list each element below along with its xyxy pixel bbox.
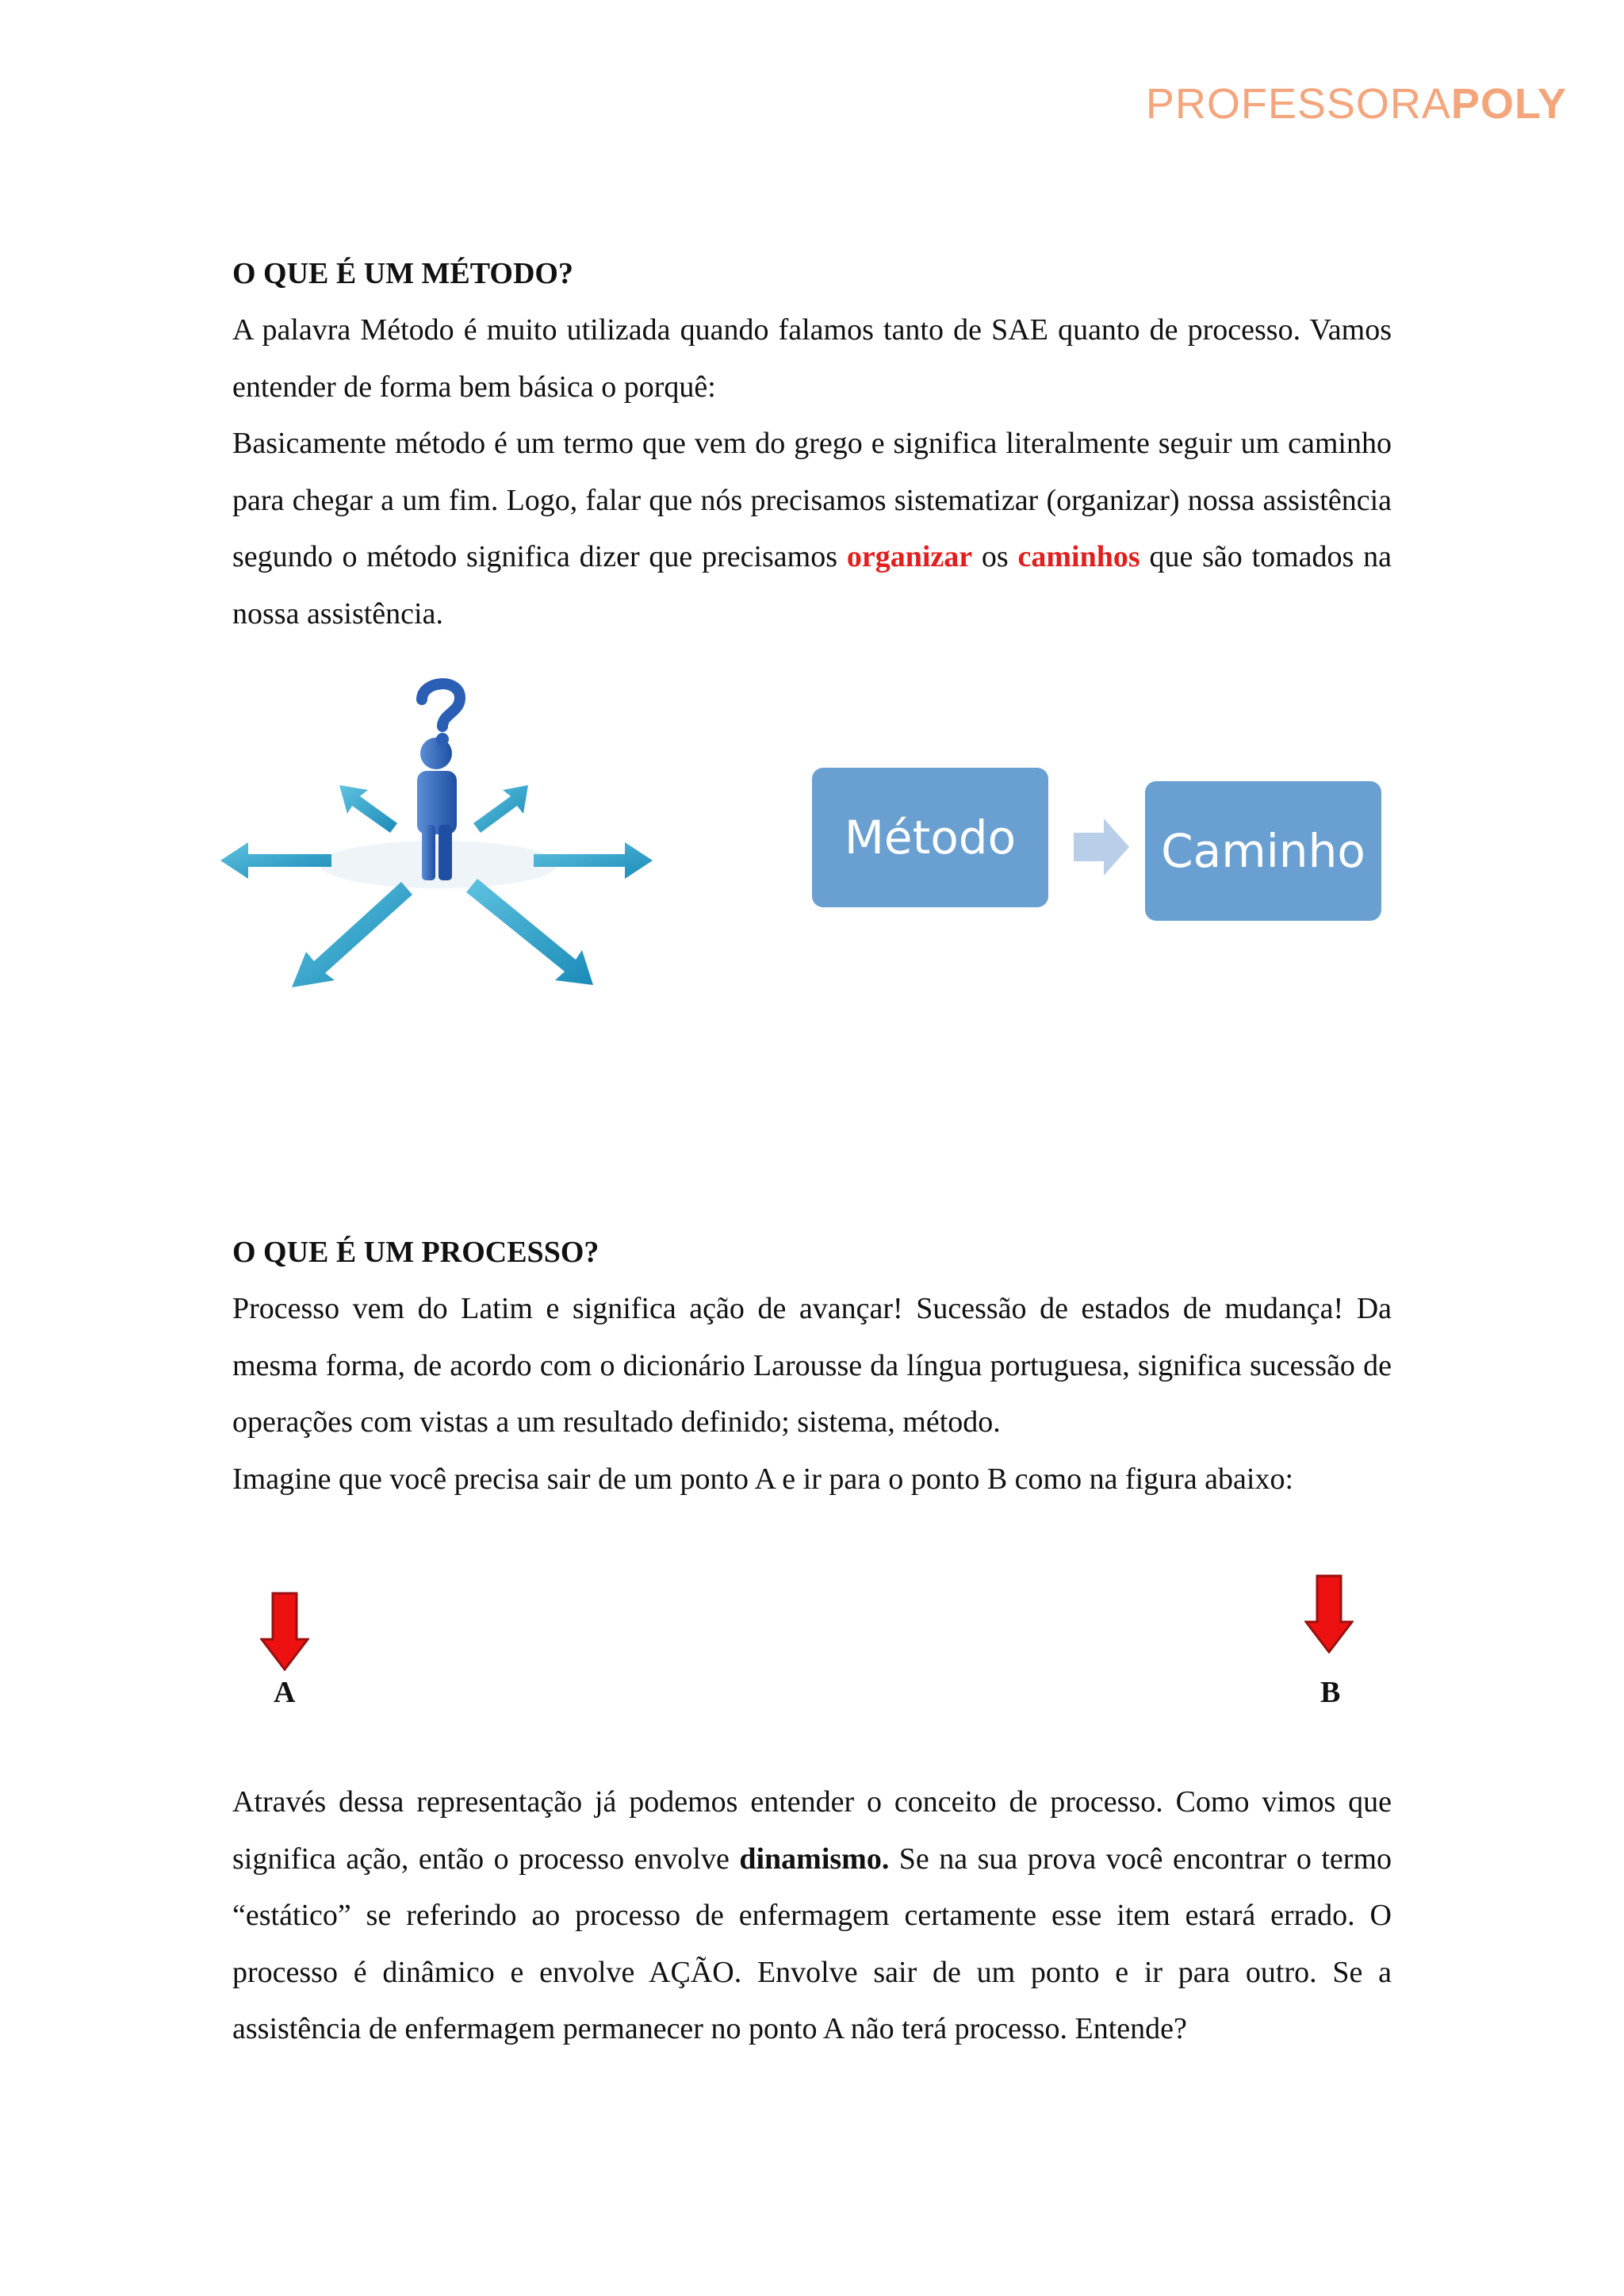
person-directions-illustration bbox=[213, 666, 665, 1015]
arrow-downleft-icon bbox=[292, 882, 412, 987]
brand-light: PROFESSORA bbox=[1145, 80, 1451, 128]
question-mark-icon bbox=[422, 684, 460, 746]
text-run: Basicamente método é um termo que vem do grego e significa literalmente seguir um caminho para chegar a um fim. Logo, falar que nós precisamos sistematizar (organizar) nossa assistência segundo o método significa dizer que precisamos bbox=[232, 427, 1392, 573]
text-run: Através dessa representação já podemos entender o conceito de processo. Como vimos que significa ação, então o processo envolve bbox=[232, 1785, 1392, 1876]
text-run: os bbox=[972, 540, 1018, 573]
flow-box-caminho: Caminho bbox=[1145, 781, 1381, 921]
section-processo bbox=[232, 1224, 1392, 1508]
arrow-upright-icon bbox=[473, 785, 528, 833]
paragraph-metodo-definition bbox=[232, 416, 1392, 642]
point-b-label: B bbox=[1320, 1676, 1341, 1709]
arrow-downright-icon bbox=[466, 879, 593, 985]
brand-logo bbox=[1146, 79, 1567, 128]
arrow-upleft-icon bbox=[339, 785, 397, 833]
highlight-organizar: organizar bbox=[846, 540, 973, 573]
section-dinamismo bbox=[232, 1774, 1392, 2058]
paragraph-dinamismo bbox=[232, 1774, 1392, 2058]
arrow-right-icon bbox=[534, 842, 653, 879]
heading-processo: O QUE É UM PROCESSO? bbox=[232, 1236, 599, 1269]
paragraph-processo-definition: Processo vem do Latim e significa ação de avançar! Sucessão de estados de mudança! Da mesma forma, de acordo com o dicionário Larousse da língua portuguesa, significa sucessão de operações com vistas a um resultado definido; sistema, método. bbox=[232, 1292, 1392, 1439]
metodo-caminho-diagram bbox=[812, 768, 1383, 926]
flow-box-metodo: Método bbox=[812, 768, 1048, 907]
text-run: Se na sua prova você encontrar o termo “estático” se referindo ao processo de enfermagem certamente esse item estará errado. O processo é dinâmico e envolve AÇÃO. Envolve sair de um ponto e ir para outro. Se a assistência de enfermagem permanecer no ponto A não terá processo. Entende? bbox=[232, 1842, 1392, 2045]
point-b-arrow-icon bbox=[1304, 1574, 1354, 1654]
flow-arrow-icon bbox=[1074, 818, 1129, 876]
arrow-left-icon bbox=[220, 842, 331, 879]
section-metodo bbox=[232, 245, 1392, 642]
heading-metodo: O QUE É UM MÉTODO? bbox=[232, 257, 573, 290]
point-a-arrow-icon bbox=[260, 1592, 309, 1671]
highlight-caminhos: caminhos bbox=[1017, 540, 1140, 573]
paragraph-metodo-intro: A palavra Método é muito utilizada quando falamos tanto de SAE quanto de processo. Vamos entender de forma bem básica o porquê: bbox=[232, 313, 1392, 404]
point-a-label: A bbox=[274, 1676, 296, 1709]
text-run: que são tomados na nossa assistência. bbox=[232, 540, 1392, 631]
brand-bold: POLY bbox=[1450, 80, 1567, 128]
paragraph-processo-imagine: Imagine que você precisa sair de um ponto A e ir para o ponto B como na figura abaixo: bbox=[232, 1462, 1294, 1496]
highlight-dinamismo: dinamismo. bbox=[739, 1842, 890, 1876]
